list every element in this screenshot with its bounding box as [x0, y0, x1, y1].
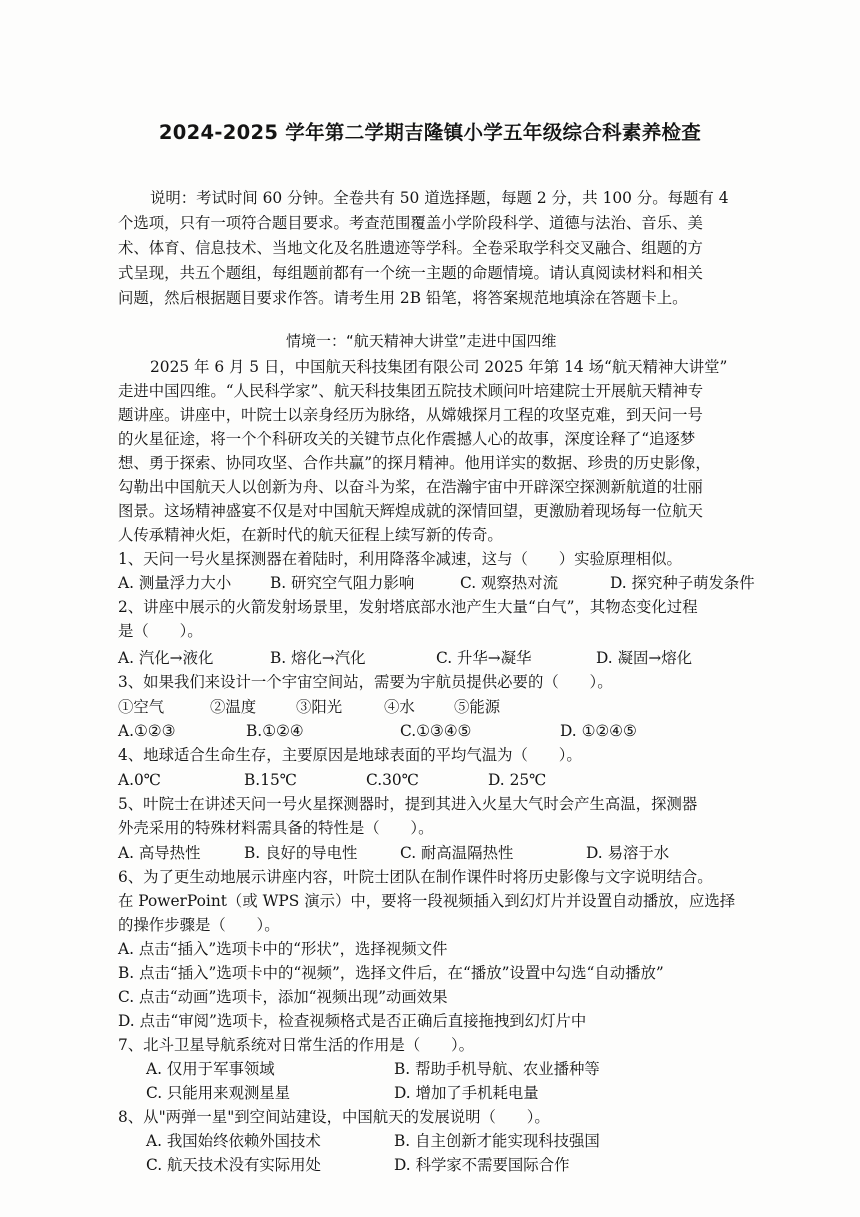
question-stem: 8、从"两弹一星"到空间站建设，中国航天的发展说明（ ）。 [118, 1108, 550, 1126]
instructions-line: 说明：考试时间 60 分钟。全卷共有 50 道选择题，每题 2 分，共 100 分。每题有 4 [150, 189, 729, 207]
passage-line: 2025 年 6 月 5 日，中国航天科技集团有限公司 2025 年第 14 场“航天精神大讲堂” [150, 358, 728, 376]
passage-line: 图景。这场精神盛宴不仅是对中国航天辉煌成就的深情回望，更激励着现场每一位航天 [118, 502, 703, 520]
option-c: C. 只能用来观测星星 [146, 1084, 291, 1102]
question-stem: 1、天问一号火星探测器在着陆时，利用降落伞减速，这与（ ）实验原理相似。 [118, 550, 682, 568]
option-c: C. 航天技术没有实际用处 [146, 1156, 321, 1174]
option-d: D. 易溶于水 [586, 844, 670, 862]
passage-line: 走进中国四维。“人民科学家”、航天科技集团五院技术顾问叶培建院士开展航天精神专 [118, 382, 704, 400]
passage-line: 人传承精神火炬，在新时代的航天征程上续写新的传奇。 [118, 526, 503, 544]
option-d: D. 凝固→熔化 [596, 649, 693, 667]
item: ⑤能源 [454, 698, 501, 716]
passage-line: 的火星征途，将一个个科研攻关的关键节点化作震撼人心的故事，深度诠释了“追逐梦 [118, 430, 696, 448]
option-c: C.30℃ [366, 771, 419, 789]
option-a: A. 测量浮力大小 [118, 574, 232, 592]
option-d: D. 25℃ [488, 771, 547, 789]
option-c: C. 观察热对流 [460, 574, 558, 592]
section-title: 情境一：“航天精神大讲堂”走进中国四维 [286, 332, 557, 350]
question-stem: 3、如果我们来设计一个宇宙空间站，需要为宇航员提供必要的（ ）。 [118, 673, 613, 691]
question-stem: 4、地球适合生命生存，主要原因是地球表面的平均气温为（ ）。 [118, 746, 582, 764]
question-stem: 的操作步骤是（ ）。 [118, 916, 280, 934]
option-d: D. 点击“审阅”选项卡，检查视频格式是否正确后直接拖拽到幻灯片中 [118, 1012, 587, 1030]
passage-line: 想、勇于探索、协同攻坚、合作共赢”的探月精神。他用详实的数据、珍贵的历史影像， [118, 454, 711, 472]
option-a: A.0℃ [118, 771, 162, 789]
option-b: B. 良好的导电性 [244, 844, 358, 862]
question-stem: 7、北斗卫星导航系统对日常生活的作用是（ ）。 [118, 1036, 475, 1054]
option-c: C. 点击“动画”选项卡，添加“视频出现”动画效果 [118, 988, 448, 1006]
option-b: B. 帮助手机导航、农业播种等 [394, 1060, 600, 1078]
option-a: A.①②③ [118, 722, 176, 740]
instructions-line: 问题，然后根据题目要求作答。请考生用 2B 铅笔，将答案规范地填涂在答题卡上。 [118, 289, 688, 307]
exam-title: 2024-2025 学年第二学期吉隆镇小学五年级综合科素养检查 [158, 121, 702, 144]
item: ③阳光 [296, 698, 343, 716]
option-d: D. ①②④⑤ [560, 722, 637, 740]
question-stem: 外壳采用的特殊材料需具备的特性是（ ）。 [118, 819, 434, 837]
instructions-line: 式呈现，共五个题组，每组题前都有一个统一主题的命题情境。请认真阅读材料和相关 [118, 264, 703, 282]
option-c: C.①③④⑤ [400, 722, 472, 740]
question-stem: 5、叶院士在讲述天问一号火星探测器时，提到其进入火星大气时会产生高温，探测器 [118, 795, 698, 813]
option-d: D. 科学家不需要国际合作 [394, 1156, 570, 1174]
option-b: B. 熔化→汽化 [270, 649, 366, 667]
option-b: B.15℃ [244, 771, 298, 789]
option-a: A. 仅用于军事领域 [146, 1060, 275, 1078]
option-c: C. 耐高温隔热性 [400, 844, 514, 862]
item: ④水 [384, 698, 415, 716]
option-a: A. 我国始终依赖外国技术 [146, 1132, 321, 1150]
option-c: C. 升华→凝华 [436, 649, 532, 667]
instructions-line: 术、体育、信息技术、当地文化及名胜遗迹等学科。全卷采取学科交叉融合、组题的方 [118, 239, 703, 257]
passage-line: 题讲座。讲座中，叶院士以亲身经历为脉络，从嫦娥探月工程的攻坚克难，到天问一号 [118, 406, 703, 424]
option-b: B. 点击“插入”选项卡中的“视频”，选择文件后，在“播放”设置中勾选“自动播放” [118, 964, 664, 982]
option-a: A. 点击“插入”选项卡中的“形状”，选择视频文件 [118, 940, 448, 958]
item: ①空气 [118, 698, 165, 716]
instructions-line: 个选项，只有一项符合题目要求。考查范围覆盖小学阶段科学、道德与法治、音乐、美 [118, 214, 703, 232]
option-b: B. 自主创新才能实现科技强国 [394, 1132, 600, 1150]
item: ②温度 [210, 698, 257, 716]
question-stem: 2、讲座中展示的火箭发射场景里，发射塔底部水池产生大量“白气”，其物态变化过程 [118, 598, 698, 616]
option-b: B.①②④ [246, 722, 304, 740]
option-b: B. 研究空气阻力影响 [270, 574, 415, 592]
option-d: D. 增加了手机耗电量 [394, 1084, 539, 1102]
option-d: D. 探究种子萌发条件 [610, 574, 755, 592]
question-stem: 是（ ）。 [118, 622, 203, 640]
option-a: A. 汽化→液化 [118, 649, 214, 667]
question-stem: 6、为了更生动地展示讲座内容，叶院士团队在制作课件时将历史影像与文字说明结合。 [118, 868, 713, 886]
option-a: A. 高导热性 [118, 844, 201, 862]
question-stem: 在 PowerPoint（或 WPS 演示）中，要将一段视频插入到幻灯片并设置自动播放，应选择 [118, 892, 736, 910]
passage-line: 勾勒出中国航天人以创新为舟、以奋斗为桨，在浩瀚宇宙中开辟深空探测新航道的壮丽 [118, 478, 703, 496]
